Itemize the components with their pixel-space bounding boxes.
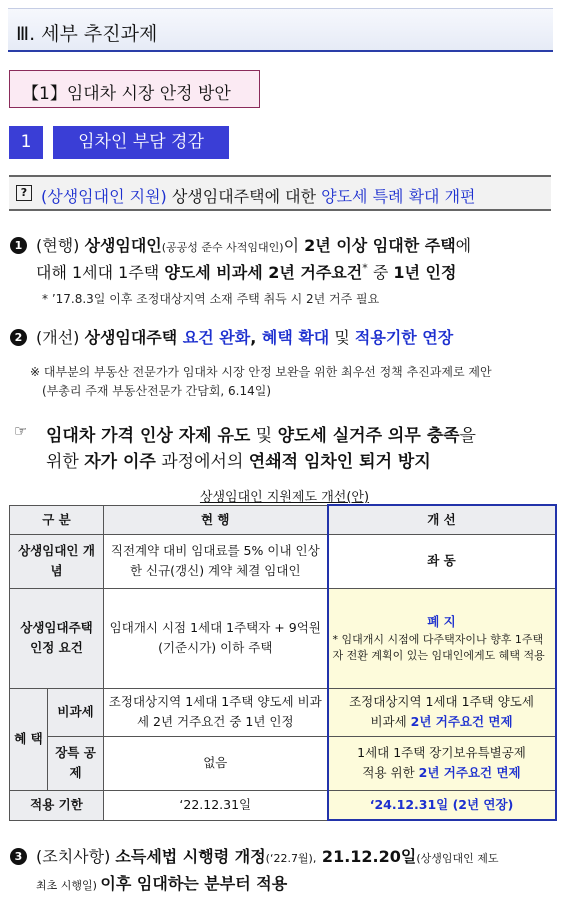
table-row — [10, 688, 556, 736]
item2-line: (개선) 상생임대주택 요건 완화, 혜택 확대 및 적용기한 연장 — [36, 328, 454, 347]
effect-line1: 임대차 가격 인상 자제 유도 및 양도세 실거주 의무 충족을 — [46, 426, 476, 446]
subtitle-box — [9, 70, 260, 108]
pointing-hand-icon: ☞ — [14, 422, 28, 440]
effect-line2: 위한 자가 이주 과정에서의 연쇄적 임차인 퇴거 방지 — [46, 452, 431, 472]
row-label-deduction: 장특 공제 — [48, 736, 104, 790]
item1-footnote: * ’17.8.3일 이후 조정대상지역 소재 주택 취득 시 2년 거주 필요 — [42, 292, 380, 306]
cell-current: 직전계약 대비 임대료를 5% 이내 인상한 신규(갱신) 계약 체결 임대인 — [104, 534, 328, 588]
row-label-deadline: 적용 기한 — [10, 790, 104, 820]
topic-box — [9, 175, 551, 211]
table-row — [10, 790, 556, 820]
topic-text: (상생임대인 지원) 상생임대주택에 대한 양도세 특례 확대 개편 — [41, 187, 476, 206]
cell-new: 조정대상지역 1세대 1주택 양도세 비과세 2년 거주요건 면제 — [328, 688, 556, 736]
row-label-landlord: 상생임대인 개념 — [10, 534, 104, 588]
table-row — [10, 588, 556, 688]
cell-current: 임대개시 시점 1세대 1주택자 + 9억원(기준시가) 이하 주택 — [104, 588, 328, 688]
bullet-3-icon: 3 — [10, 848, 27, 865]
abolish-label: 폐 지 — [427, 614, 456, 629]
subsection-number: 1 — [9, 126, 43, 159]
table-row — [10, 534, 556, 588]
cell-current: ‘22.12.31일 — [104, 790, 328, 820]
table-caption: 상생임대인 지원제도 개선(안) — [199, 490, 370, 505]
cell-current: 없음 — [104, 736, 328, 790]
cell-current: 조정대상지역 1세대 1주택 양도세 비과세 2년 거주요건 중 1년 인정 — [104, 688, 328, 736]
bullet-1-icon: 1 — [10, 237, 27, 254]
cell-new: 1세대 1주택 장기보유특별공제 적용 위한 2년 거주요건 면제 — [328, 736, 556, 790]
cell-new: ‘24.12.31일 (2년 연장) — [328, 790, 556, 820]
item2-note1: ※ 대부분의 부동산 전문가가 임대차 시장 안정 보완을 위한 최우선 정책 추진과제로 제안 — [30, 365, 492, 379]
cell-new: 좌 동 — [328, 534, 556, 588]
section-title: Ⅲ. 세부 추진과제 — [16, 23, 158, 45]
bullet-2-icon: 2 — [10, 329, 27, 346]
item1-line1: (현행) 상생임대인(공공성 준수 사적임대인)이 2년 이상 임대한 주택에 — [36, 236, 472, 255]
item2-note2: (부총리 주재 부동산전문가 간담회, 6.14일) — [42, 384, 272, 398]
cell-new — [328, 588, 556, 688]
table-header-row — [10, 505, 556, 534]
header-improved: 개 선 — [328, 505, 556, 534]
question-icon: ? — [16, 185, 32, 201]
subtitle-text: 【1】임대차 시장 안정 방안 — [22, 84, 231, 104]
section-header — [8, 8, 553, 52]
item3-line1: (조치사항) 소득세법 시행령 개정(‘22.7월), 21.12.20일(상생임대인 제도 — [36, 847, 499, 866]
row-label-housing: 상생임대주택 인정 요건 — [10, 588, 104, 688]
row-label-benefit: 혜 택 — [10, 688, 48, 790]
header-current: 현 행 — [104, 505, 328, 534]
abolish-note: * 임대개시 시점에 다주택자이나 향후 1주택자 전환 계획이 있는 임대인에게도 혜택 적용 — [332, 633, 545, 662]
header-category: 구 분 — [10, 505, 104, 534]
row-label-exemption: 비과세 — [48, 688, 104, 736]
item3-line2: 최초 시행일) 이후 임대하는 분부터 적용 — [36, 874, 288, 893]
policy-table — [9, 504, 557, 821]
item1-line2: 대해 1세대 1주택 양도세 비과세 2년 거주요건* 중 1년 인정 — [36, 261, 457, 282]
subsection-label: 임차인 부담 경감 — [53, 126, 229, 159]
table-row — [10, 736, 556, 790]
